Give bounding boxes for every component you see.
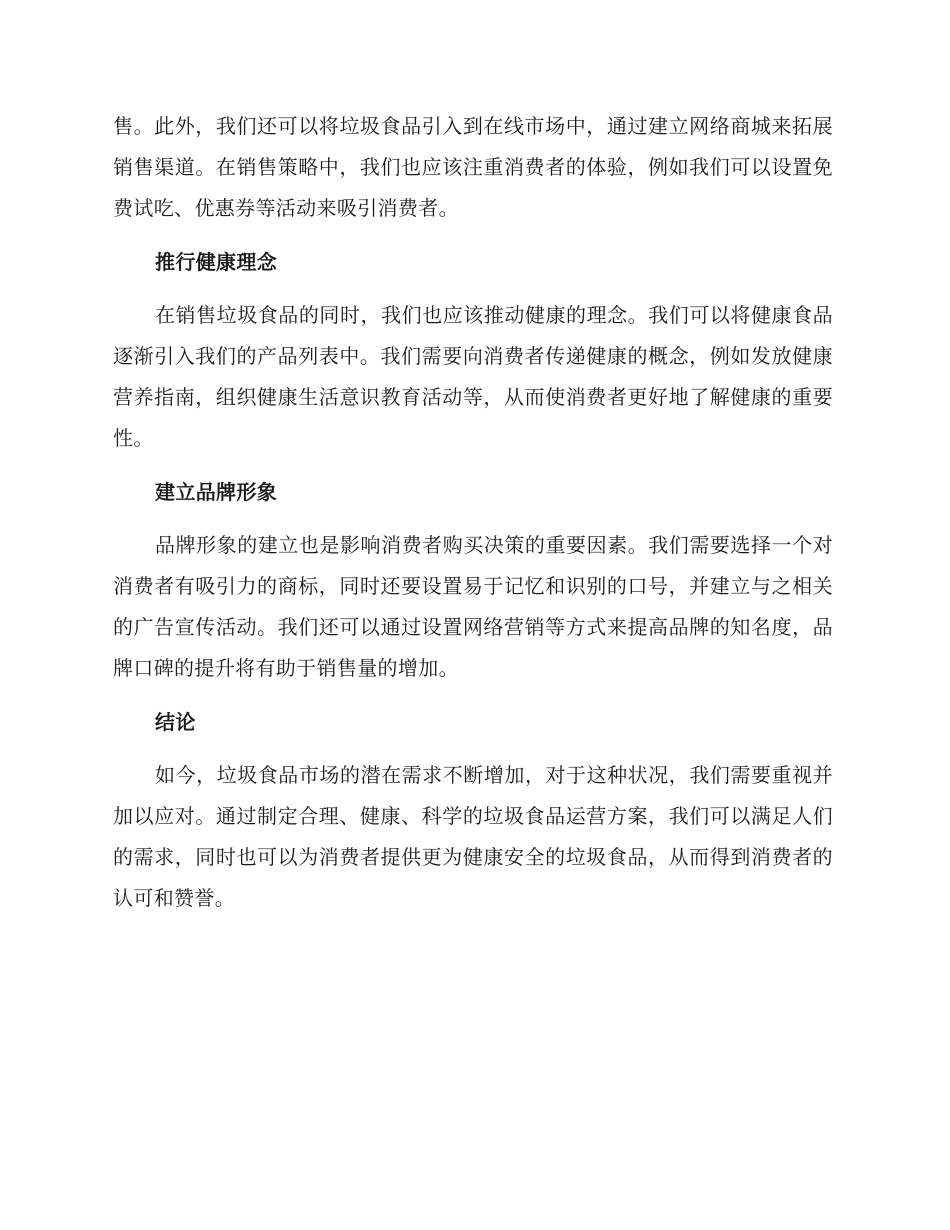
continuation-paragraph: 售。此外，我们还可以将垃圾食品引入到在线市场中，通过建立网络商城来拓展销售渠道。在销售策略中，我们也应该注重消费者的体验，例如我们可以设置免费试吃、优惠券等活动来吸引消费者。 [113, 114, 833, 220]
section-heading-health-concept: 推行健康理念 [155, 250, 278, 274]
spacer [113, 459, 833, 472]
spacer [113, 743, 833, 755]
spacer [113, 513, 833, 525]
document-body [113, 106, 833, 919]
spacer [113, 229, 833, 242]
section-heading-brand-image: 建立品牌形象 [155, 480, 278, 504]
section-heading-conclusion: 结论 [155, 710, 196, 734]
section-paragraph-conclusion: 如今，垃圾食品市场的潜在需求不断增加，对于这种状况，我们需要重视并加以应对。通过制定合理、健康、科学的垃圾食品运营方案，我们可以满足人们的需求，同时也可以为消费者提供更为健康安全的垃圾食品，从而得到消费者的认可和赞誉。 [113, 763, 833, 910]
section-paragraph-health-concept: 在销售垃圾食品的同时，我们也应该推动健康的理念。我们可以将健康食品逐渐引入我们的产品列表中。我们需要向消费者传递健康的概念，例如发放健康营养指南，组织健康生活意识教育活动等，从而使消费者更好地了解健康的重要性。 [113, 303, 833, 450]
section-paragraph-brand-image: 品牌形象的建立也是影响消费者购买决策的重要因素。我们需要选择一个对消费者有吸引力的商标，同时还要设置易于记忆和识别的口号，并建立与之相关的广告宣传活动。我们还可以通过设置网络营销等方式来提高品牌的知名度，品牌口碑的提升将有助于销售量的增加。 [113, 533, 833, 680]
spacer [113, 283, 833, 295]
spacer [113, 689, 833, 702]
